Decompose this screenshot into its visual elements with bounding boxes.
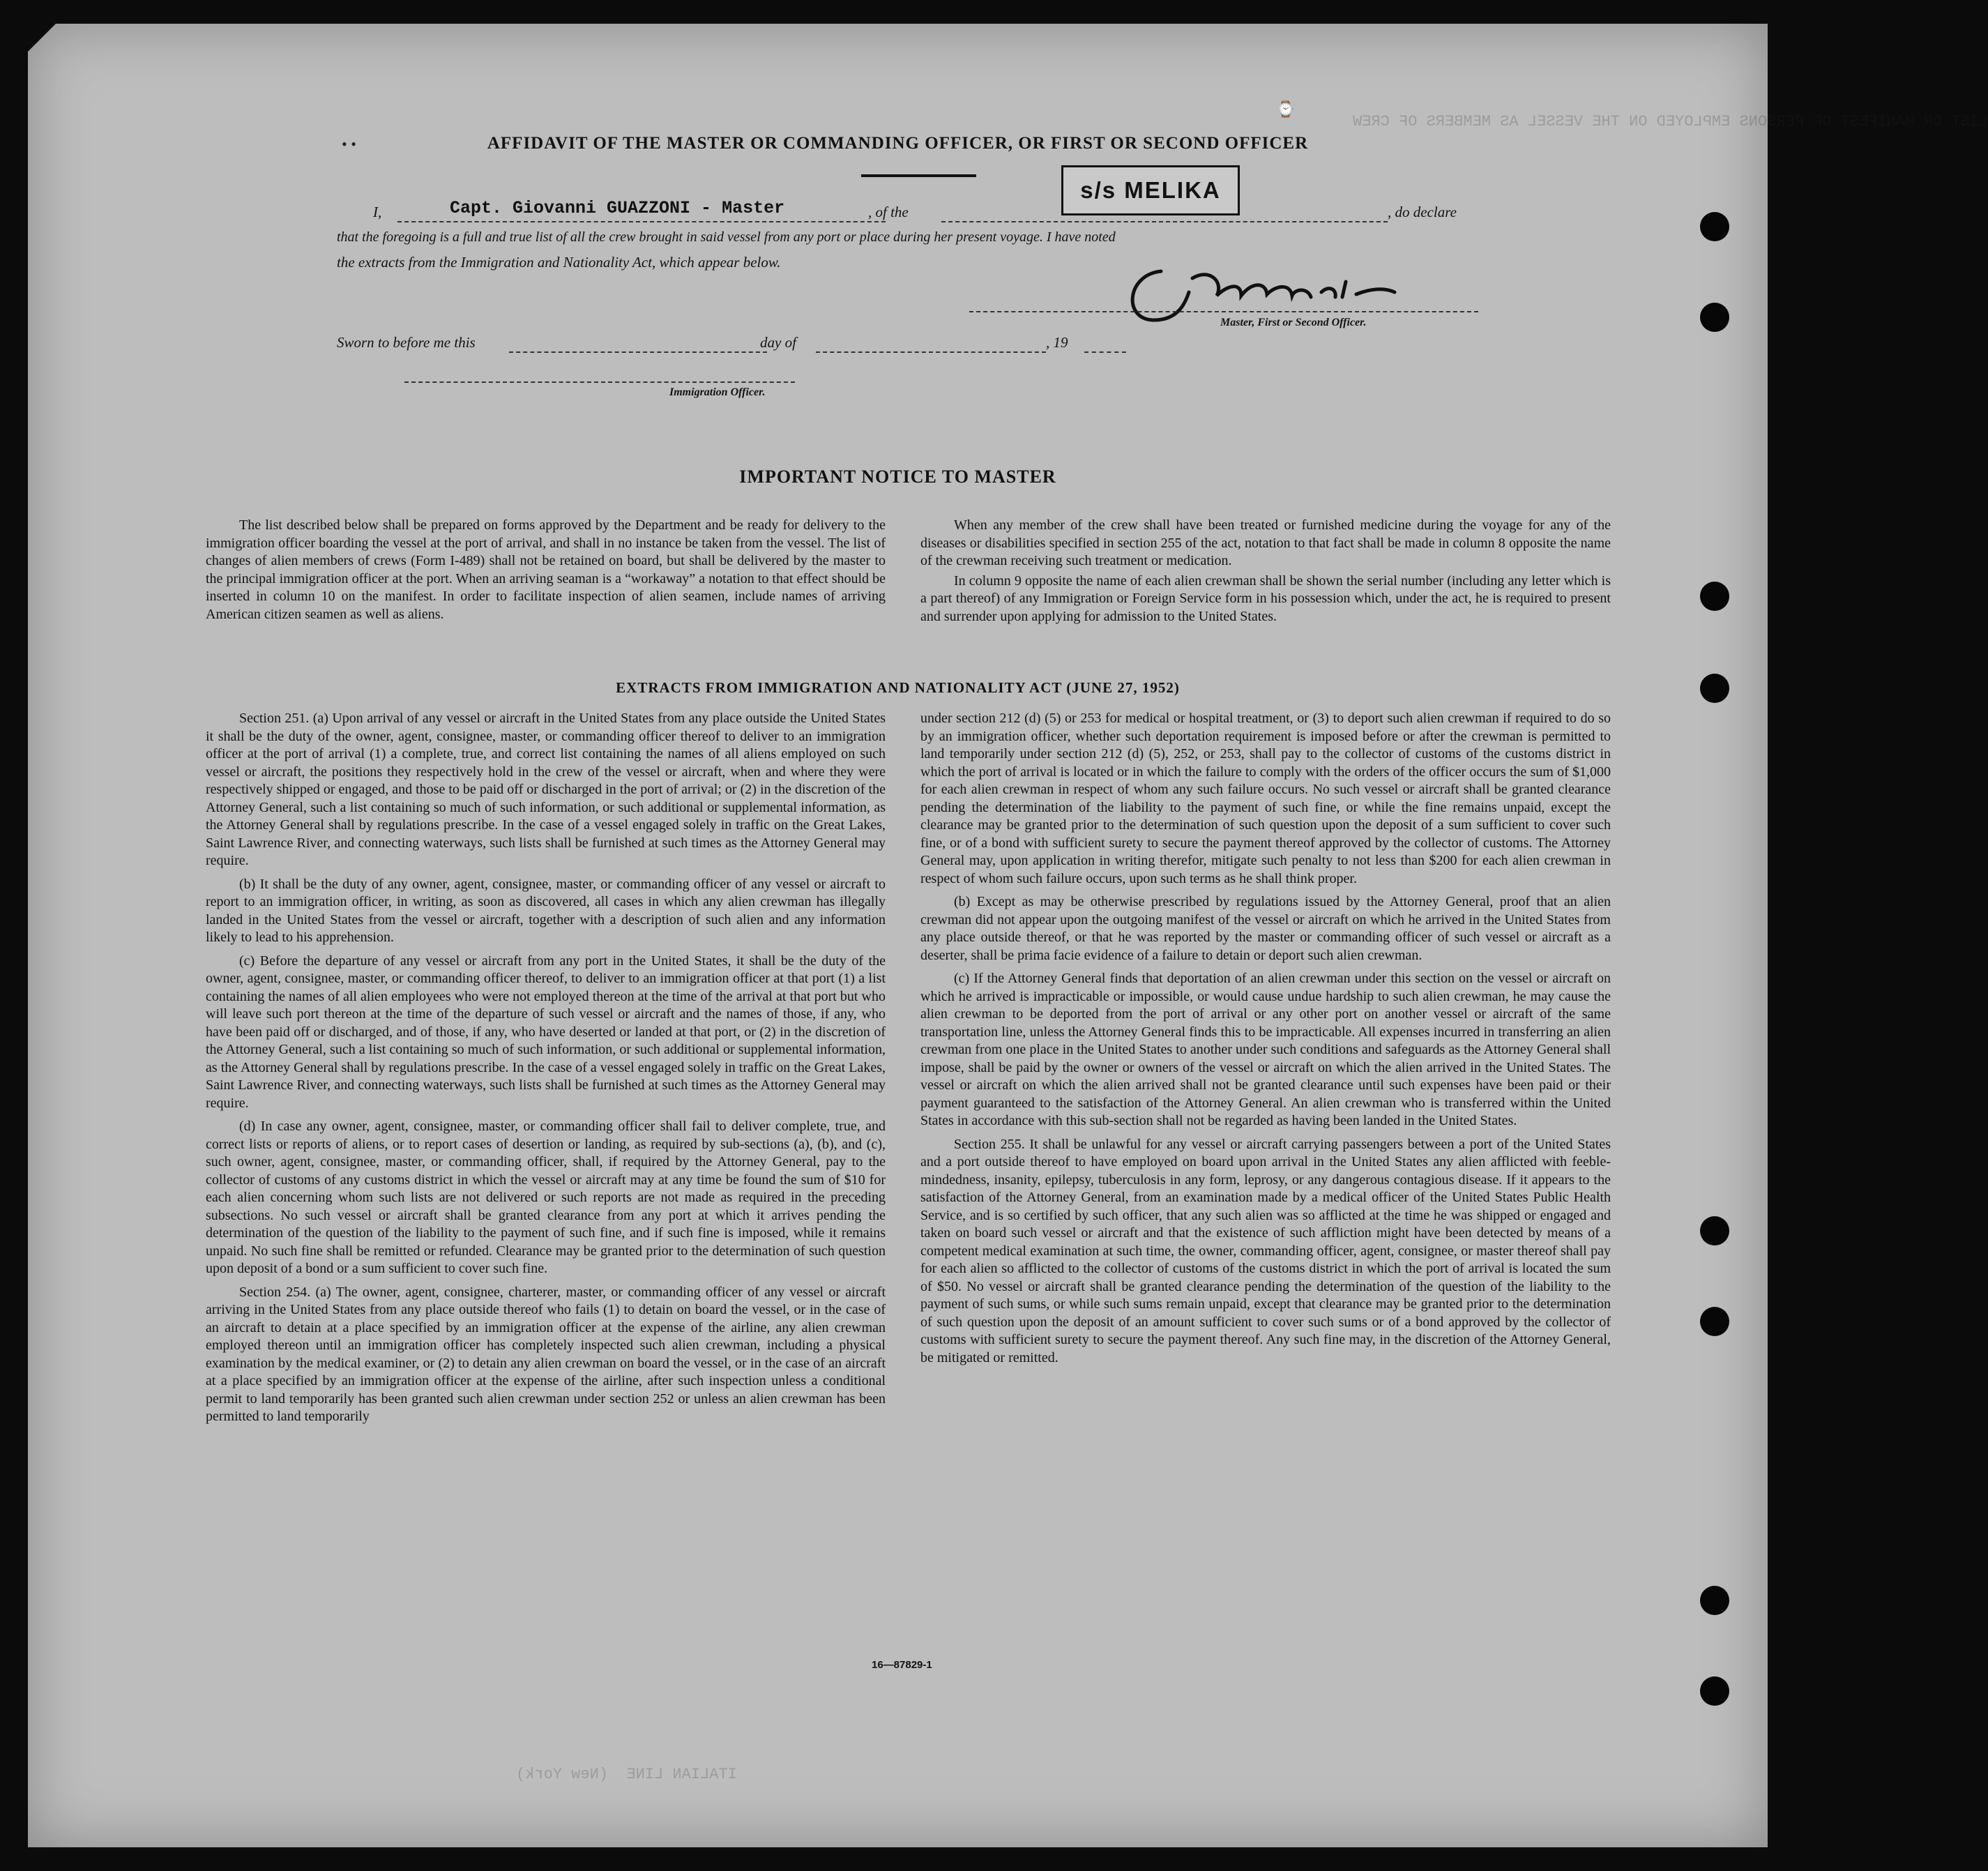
extract-paragraph: (b) It shall be the duty of any owner, agent, consignee, master, or commanding officer of any vessel or aircraft to report to an immigration officer, in writing, as soon as discovered, all cases in which any alien crewman has illegally landed in the United States from the vessel or aircraft, together with a description of such alien and any information likely to lead to his apprehension.: [206, 876, 886, 945]
extract-paragraph: Section 255. It shall be unlawful for any vessel or aircraft carrying passengers between a port of the United States and a port outside thereof to have employed on board upon arrival in the United States any alien afflicted with feeble-mindedness, insanity, epilepsy, tuberculosis in any form, leprosy, or any dangerous contagious disease. If it appears to the satisfaction of the Attorney General, from an examination made by a medical officer of the United States Public Health Service, and is so certified by such officer, that any such alien was so afflicted at the time he was shipped or engaged and taken on board such vessel or aircraft and that the existence of such affliction might have been detected by means of a competent medical examination at such time, the owner, commanding officer, agent, consignee, or master thereof shall pay for each alien so afflicted to the collector of customs of the customs district in which the port of arrival is located the sum of $50. No vessel or aircraft shall be granted clearance pending the determination of the question of the liability to the payment of such sums, or while such sums remain unpaid, except that clearance may be granted prior to the determination of such question upon the deposit of an amount sufficient to cover such sums or of a bond approved by the collector of customs with sufficient surety to secure the payment thereof. Any such fine may, in the discretion of the Attorney General, be mitigated or remitted.: [920, 1136, 1611, 1365]
i-label: I,: [373, 204, 382, 220]
affidavit-statement-line-1: that the foregoing is a full and true list of all the crew brought in said vessel from any port or place during her present voyage. I have noted: [337, 229, 1116, 245]
punch-hole: [1700, 1676, 1729, 1706]
of-the-label: , of the: [868, 204, 909, 220]
day-of-label: day of: [760, 334, 796, 351]
bleed-through-text-bottom: ITALIAN LINE (New York): [516, 1766, 737, 1783]
sworn-month-line: [816, 351, 1046, 353]
extract-paragraph: Section 254. (a) The owner, agent, consignee, charterer, master, or commanding officer of any vessel or aircraft arriving in the United States from any place outside thereof who fails (1) to detain on board the vessel, or in the case of an aircraft to detain at a place specified by an immigration officer at the expense of the airline, any alien crewman employed thereon until an immigration officer has completely inspected such alien crewman, including a physical examination by the medical examiner, or (2) to detain any alien crewman on board the vessel, or in the case of an aircraft at a place specified by an immigration officer at the expense of the airline, after such inspection unless a conditional permit to land temporarily has been granted such alien crewman under section 252 or unless an alien crewman has been permitted to land temporarily: [206, 1284, 886, 1424]
bleed-through-text-top: LIST OR MANIFEST OF PERSONS EMPLOYED ON THE VESSEL AS MEMBERS OF CREW: [1353, 113, 1988, 130]
notice-paragraph: When any member of the crew shall have been treated or furnished medicine during the voyage for any of the diseases or disabilities specified in section 255 of the act, notation to that fact shall be made in column 8 opposite the name of the crewman receiving such treatment or medication.: [920, 517, 1611, 568]
extracts-left-column: [206, 710, 886, 1432]
extract-paragraph: (d) In case any owner, agent, consignee, master, or commanding officer shall fail to deliver complete, true, and correct lists or reports of aliens, or to report cases of desertion or landing, as required by sub-sections (a), (b), and (c), such owner, agent, consignee, master, or commanding officer, shall, if required by the Attorney General, pay to the collector of customs of any customs district in which the vessel or aircraft may at any time be found the sum of $10 for each alien concerning whom such lists are not delivered or such reports are not made as required in the preceding subsections. No such vessel or aircraft shall be granted clearance from any port at which it arrives pending the determination of the question of the liability to the payment of such fine, and if such fine is imposed, while it remains unpaid. No such fine shall be remitted or refunded. Clearance may be granted prior to the determination of such question upon deposit of a bond or a sum sufficient to cover such fine.: [206, 1119, 886, 1276]
punch-hole: [1700, 303, 1729, 332]
document-page: [28, 24, 1988, 1847]
extract-paragraph: (c) If the Attorney General finds that deportation of an alien crewman under this section on the vessel or aircraft on which he arrived is impracticable or impossible, or would cause undue hardship to such alien crewman, he may cause the alien crewman to be deported from the port of arrival or any other port on another vessel or aircraft of the same transportation line, unless the Attorney General finds this to be impracticable. All expenses incurred in transferring an alien crewman from one place in the United States to another under such conditions and safeguards as the Attorney General shall impose, shall be paid by the owner or owners of the vessel or aircraft on which the alien arrived in the United States. The vessel or aircraft on which the alien arrived shall not be granted clearance until such expenses have been paid or their payment guaranteed to the satisfaction of the Attorney General. An alien crewman who is transferred within the United States in accordance with this sub-section shall not be regarded as having been landed in the United States.: [920, 971, 1611, 1128]
officer-signature-line: [404, 381, 795, 383]
sworn-label: Sworn to before me this: [337, 334, 476, 351]
signer-caption: Master, First or Second Officer.: [1220, 317, 1367, 328]
extracts-title: EXTRACTS FROM IMMIGRATION AND NATIONALITY ACT (JUNE 27, 1952): [616, 679, 1180, 696]
notice-paragraph: The list described below shall be prepared on forms approved by the Department and be ready for delivery to the immigration officer boarding the vessel at the port of arrival, and shall in no instance be taken from the vessel. The list of changes of alien members of crews (Form I-489) shall not be retained on board, but shall be delivered by the master to the principal immigration officer at the port. When an arriving seaman is a “workaway” a notation to that effect should be inserted in column 10 on the manifest. In order to facilitate inspection of alien seamen, include names of arriving American citizen seamen as well as aliens.: [206, 517, 886, 622]
punch-hole: [1700, 582, 1729, 611]
notice-paragraph: In column 9 opposite the name of each alien crewman shall be shown the serial number (including any letter which is a part thereof) of any Immigration or Foreign Service form in his possession which, under the act, he is required to present and surrender upon applying for admission to the United States.: [920, 573, 1611, 624]
signature-line: [969, 311, 1478, 312]
sworn-day-line: [509, 351, 767, 353]
notice-left-column: [206, 517, 886, 629]
extract-paragraph: (b) Except as may be otherwise prescribed by regulations issued by the Attorney General, proof that an alien crewman did not appear upon the outgoing manifest of the vessel or aircraft on which he arrived in the United States from any place outside thereof, or that he was reported by the master or commanding officer of such vessel or aircraft as a deserter, shall be prima facie evidence of a failure to detain or deport such alien crewman.: [920, 894, 1611, 963]
notice-right-column: [920, 517, 1611, 631]
folded-corner: [28, 24, 56, 52]
extracts-right-column: [920, 710, 1611, 1372]
sworn-year-line: [1084, 351, 1126, 353]
extract-paragraph: Section 251. (a) Upon arrival of any vessel or aircraft in the United States from any place outside the United States it shall be the duty of the owner, agent, consignee, master, or commanding officer thereof to deliver to an immigration officer at the port of arrival (1) a complete, true, and correct list containing the names of all aliens employed on such vessel or aircraft, the positions they respectively hold in the crew of the vessel or aircraft, when and where they were respectively shipped or engaged, and those to be paid off or discharged in the port of arrival; or (2) in the discretion of the Attorney General, such a list containing so much of such information, or such additional or supplemental information, as the Attorney General shall by regulations prescribe. In the case of a vessel engaged solely in traffic on the Great Lakes, Saint Lawrence River, and connecting waterways, such lists shall be furnished at such times as the Attorney General may require.: [206, 711, 886, 868]
stray-mark: ⌚: [1276, 100, 1296, 118]
punch-hole: [1700, 1307, 1729, 1336]
punch-hole: [1700, 212, 1729, 241]
stray-mark: • •: [342, 135, 356, 153]
year-label: , 19: [1046, 334, 1068, 351]
vessel-line: [941, 221, 1388, 222]
punch-hole: [1700, 1586, 1729, 1615]
declarant-line: [397, 221, 886, 222]
do-declare-label: , do declare: [1388, 204, 1457, 220]
form-number: 16—87829-1: [872, 1659, 932, 1671]
title-underline: [861, 174, 976, 177]
extract-paragraph: under section 212 (d) (5) or 253 for medical or hospital treatment, or (3) to deport such alien crewman if required to do so by an immigration officer, whether such deportation requirement is imposed before or after the crewman is permitted to land temporarily under section 212 (d) (5), 252, or 253, shall pay to the collector of customs of the customs district in which the port of arrival is located or in which the failure to comply with the orders of the officer occurs the sum of $1,000 for each alien crewman in respect of whom any such failure occurs. No such vessel or aircraft shall be granted clearance pending the determination of the liability to the payment of such fine, or while the fine remains unpaid, except the clearance may be granted prior to the determination of such question upon the deposit of a sum sufficient to cover such fine, or of a bond with sufficient surety to secure the payment thereof approved by the collector of customs. The Attorney General may, upon application in writing therefor, mitigate such penalty to not less than $200 for each alien crewman in respect of whom such failure occurs, upon such terms as he shall think proper.: [920, 711, 1611, 886]
declarant-name: Capt. Giovanni GUAZZONI - Master: [450, 198, 785, 218]
notice-title: IMPORTANT NOTICE TO MASTER: [739, 467, 1056, 487]
affidavit-title: AFFIDAVIT OF THE MASTER OR COMMANDING OFFICER, OR FIRST OR SECOND OFFICER: [487, 134, 1309, 153]
affidavit-statement-line-2: the extracts from the Immigration and Nationality Act, which appear below.: [337, 254, 781, 271]
punch-hole: [1700, 1216, 1729, 1245]
extract-paragraph: (c) Before the departure of any vessel or aircraft from any port in the United States, it shall be the duty of the owner, agent, consignee, master, or commanding officer thereof, to deliver to an immigration officer at that port (1) a list containing the names of all alien employees who were not employed thereon at the time of the arrival at that port but who will leave such port thereon at the time of the departure of such vessel or aircraft and the names of those, if any, who have been paid off or discharged, and of those, if any, who have deserted or landed at that port, or (2) in the discretion of the Attorney General, such a list containing so much of such information, or such additional or supplemental information, as the Attorney General shall by regulations prescribe. In the case of a vessel engaged solely in traffic on the Great Lakes, Saint Lawrence River, and connecting waterways, such lists shall be furnished at such times as the Attorney General may require.: [206, 953, 886, 1111]
vessel-name-stamp: s/s MELIKA: [1061, 165, 1240, 215]
officer-caption: Immigration Officer.: [669, 386, 766, 398]
